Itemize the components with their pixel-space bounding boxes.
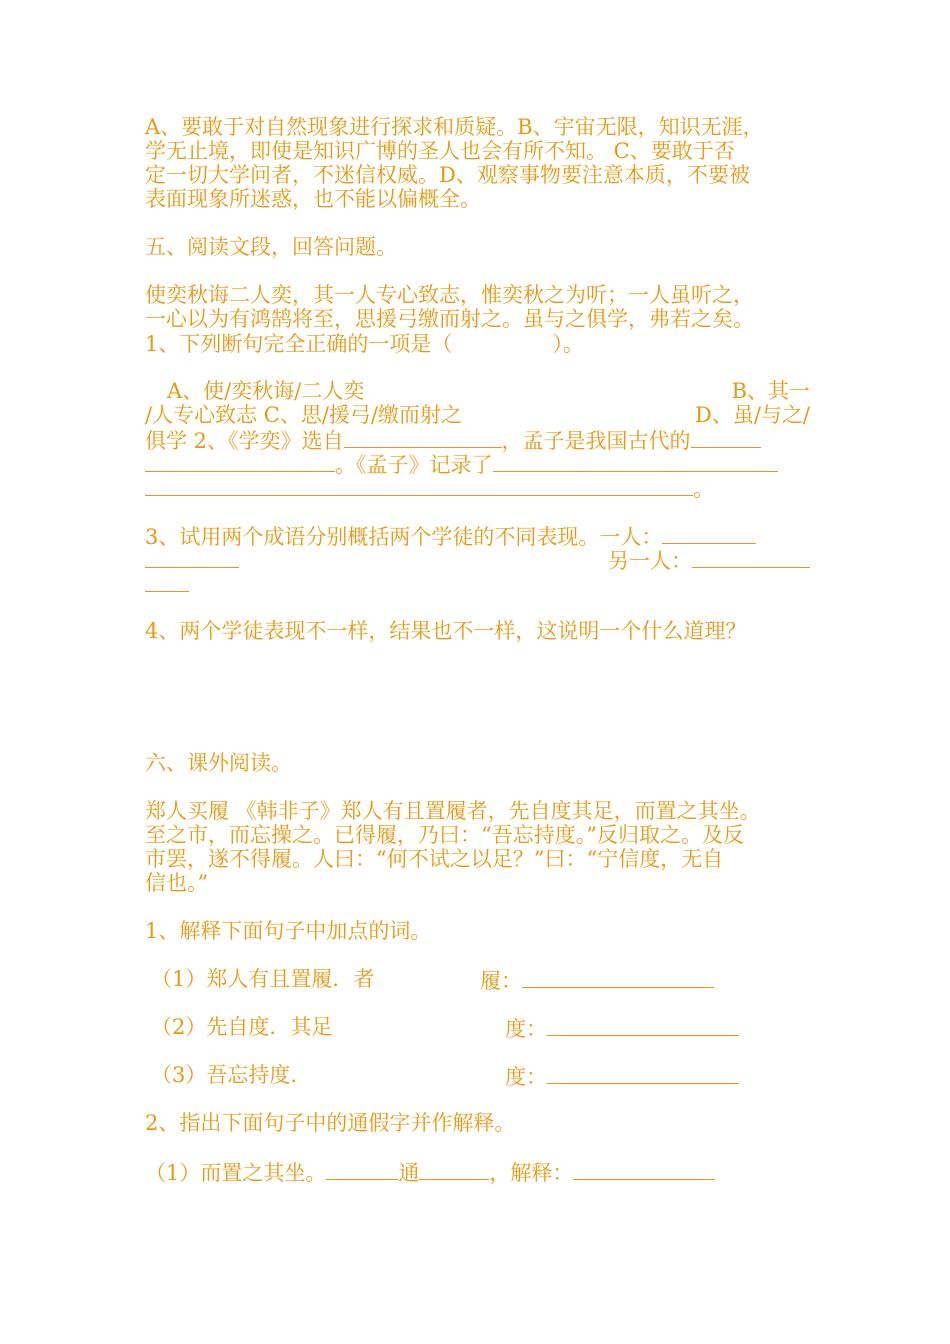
answer-blank[interactable]	[145, 547, 239, 568]
answer-blank[interactable]	[522, 967, 714, 988]
question-2-text: ，孟子是我国古代的	[501, 429, 691, 453]
answer-blank[interactable]	[493, 451, 778, 472]
tongjia-tong: 通	[398, 1161, 420, 1185]
answer-blank[interactable]	[692, 547, 810, 568]
answer-blank[interactable]	[452, 331, 552, 351]
section6-heading: 六、课外阅读。	[145, 751, 292, 775]
question-2-end: 。	[693, 477, 714, 501]
section5-passage-line: 一心以为有鸿鹄将至，思援弓缴而射之。虽与之俱学，弗若之矣。	[145, 307, 754, 331]
section6-passage-line: 郑人买履 《韩非子》郑人有且置履者，先自度其足，而置之其坐。	[145, 799, 761, 823]
question-3-line-3	[145, 571, 810, 595]
option-b: B、其一	[731, 379, 810, 403]
question-3	[145, 523, 810, 547]
vocab-sentence: （1）郑人有且置履．者	[151, 967, 375, 991]
vocab-word: 履：	[480, 969, 522, 993]
options-line-1	[145, 379, 810, 403]
question-3-line-2	[145, 547, 810, 571]
vocab-item	[145, 1063, 810, 1087]
question-1-end: ）。	[552, 332, 584, 356]
question-1	[145, 331, 810, 355]
section6-question-2: 2、指出下面句子中的通假字并作解释。	[145, 1111, 516, 1135]
question-3-text: 3、试用两个成语分别概括两个学徒的不同表现。一人：	[145, 525, 663, 549]
section4-options	[145, 115, 810, 211]
section6-passage-line: 至之市，而忘操之。已得履，乃曰：“吾忘持度。”反归取之。及反	[145, 823, 744, 847]
question-4: 4、两个学徒表现不一样，结果也不一样，这说明一个什么道理？	[145, 619, 747, 643]
text-line: 定一切大学问者，不迷信权威。D、观察事物要注意本质，不要被	[145, 163, 750, 187]
answer-blank[interactable]	[145, 475, 693, 496]
answer-blank[interactable]	[573, 1159, 715, 1180]
section6-question-1: 1、解释下面句子中加点的词。	[145, 919, 432, 943]
options-line-3	[145, 427, 810, 451]
vocab-word: 度：	[505, 1065, 547, 1089]
answer-blank[interactable]	[344, 427, 502, 448]
answer-blank[interactable]	[145, 451, 335, 472]
tongjia-jieshi: ，解释：	[489, 1161, 574, 1185]
vocab-item	[145, 967, 810, 991]
vocab-item	[145, 1015, 810, 1039]
option-b-c: /人专心致志 C、思/援弓/缴而射之	[145, 403, 462, 427]
text-line: 学无止境，即使是知识广博的圣人也会有所不知。 C、要敢于否	[145, 139, 735, 163]
section6-passage-line: 市罢，遂不得履。人曰：“何不试之以足？”曰：“宁信度，无自	[145, 847, 724, 871]
question-1-text: 1、下列断句完全正确的一项是（	[145, 332, 453, 356]
vocab-sentence: （3）吾忘持度．	[151, 1063, 312, 1087]
answer-blank[interactable]	[691, 427, 761, 448]
question-3-other: 另一人：	[608, 549, 692, 573]
answer-blank[interactable]	[547, 1015, 739, 1036]
answer-line-4	[145, 451, 810, 475]
answer-blank[interactable]	[419, 1159, 489, 1180]
tongjia-sentence: （1）而置之其坐。	[145, 1161, 327, 1185]
answer-blank[interactable]	[145, 571, 189, 592]
question-2-text: 。《孟子》记录了	[335, 453, 493, 477]
section6-passage-line: 信也。”	[145, 871, 209, 895]
section5-heading: 五、阅读文段，回答问题。	[145, 235, 397, 259]
answer-blank[interactable]	[326, 1159, 398, 1180]
answer-blank[interactable]	[547, 1063, 739, 1084]
vocab-sentence: （2）先自度．其足	[151, 1015, 333, 1039]
answer-line-5	[145, 475, 810, 499]
options-line-2	[145, 403, 810, 427]
vocab-word: 度：	[505, 1017, 547, 1041]
question-2-text: 俱学 2、《学奕》选自	[145, 429, 344, 453]
tongjia-item	[145, 1159, 810, 1183]
text-line: A、要敢于对自然现象进行探求和质疑。B、宇宙无限，知识无涯，	[145, 115, 764, 139]
answer-blank[interactable]	[662, 523, 756, 544]
option-a: A、使/奕秋诲/二人奕	[167, 379, 365, 403]
option-d: D、虽/与之/	[695, 403, 810, 427]
section5-passage-line: 使奕秋诲二人奕，其一人专心致志，惟奕秋之为听；一人虽听之，	[145, 283, 754, 307]
worksheet-page	[145, 115, 810, 1183]
text-line: 表面现象所迷惑，也不能以偏概全。	[145, 187, 481, 211]
